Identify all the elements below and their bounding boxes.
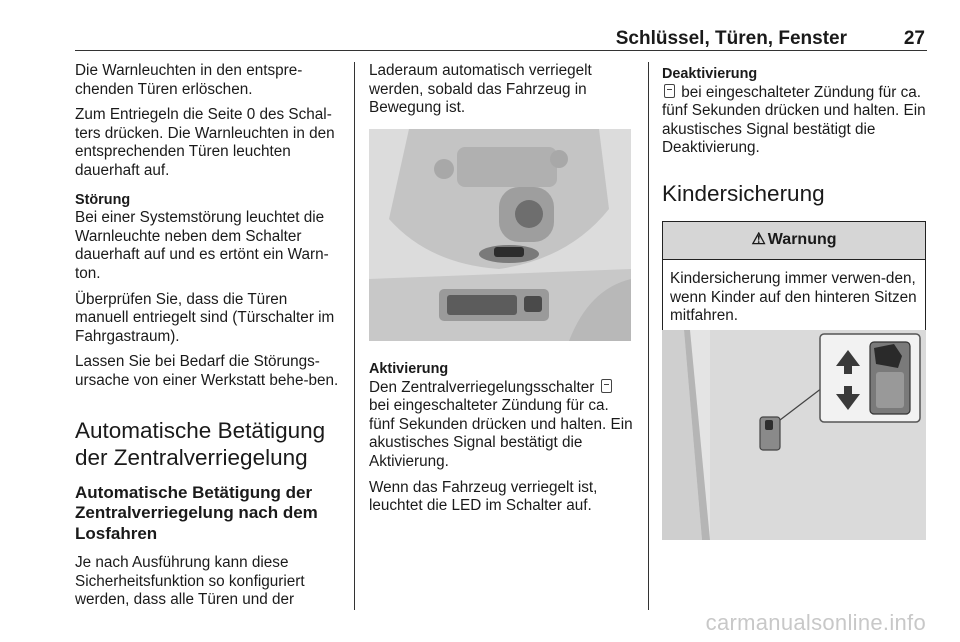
paragraph: Je nach Ausführung kann diese Sicherheitsfunktion so konfiguriert werden, dass alle Türen und der [75, 554, 305, 609]
text-span: bei eingeschalteter Zündung für ca. fünf Sekunden drücken und halten. Ein akustisches Signal bestätigt die Aktivierung. [369, 397, 633, 470]
lock-switch-icon [601, 379, 612, 393]
chapter-title: Schlüssel, Türen, Fenster [615, 28, 847, 49]
page-number: 27 [903, 28, 925, 49]
paragraph: Zum Entriegeln die Seite 0 des Schal-ters drücken. Die Warnleuchten in den entsprechenden Türen leuchten dauerhaft auf. [75, 106, 335, 179]
column-divider [648, 62, 649, 610]
text-span: bei eingeschalteter Zündung für ca. fünf Sekunden drücken und halten. Ein akustisches Signal bestätigt die Deaktivierung. [662, 83, 926, 157]
warning-triangle-icon: ⚠ [751, 231, 766, 249]
page-header [75, 20, 927, 51]
warning-label: Warnung [767, 231, 837, 249]
column-middle-lower [369, 360, 633, 523]
paragraph: Überprüfen Sie, dass die Türen manuell entriegelt sind (Türschalter im Fahrgastraum). [75, 290, 335, 345]
figure-child-lock [662, 330, 926, 540]
paragraph: Die Warnleuchten in den entspre-chenden Türen erlöschen. [75, 62, 303, 98]
text-span: Den Zentralverriegelungsschalter [369, 378, 595, 396]
figure-overhead-console [369, 129, 631, 341]
column-right [662, 62, 928, 339]
section-heading: Automatische Betätigung der Zentralverriegelung [75, 417, 326, 470]
subheading-aktivierung: Aktivierung [369, 361, 449, 377]
lock-switch-icon [664, 84, 675, 98]
column-middle [369, 62, 633, 125]
warning-header [663, 222, 925, 260]
column-divider [354, 62, 355, 610]
column-left [75, 62, 341, 617]
paragraph: Wenn das Fahrzeug verriegelt ist, leuchtet die LED im Schalter auf. [369, 478, 598, 515]
warning-box [662, 221, 926, 339]
paragraph: Lassen Sie bei Bedarf die Störungs-ursache von einer Werkstatt behe-ben. [75, 353, 339, 389]
paragraph: Laderaum automatisch verriegelt werden, sobald das Fahrzeug in Bewegung ist. [369, 62, 592, 117]
section-heading-kindersicherung: Kindersicherung [662, 180, 825, 206]
paragraph: Bei einer Systemstörung leuchtet die Warnleuchte neben dem Schalter dauerhaft auf und es ertönt ein Warn-ton. [75, 209, 329, 282]
warning-text: Kindersicherung immer verwen-den, wenn Kinder auf den hinteren Sitzen mitfahren. [670, 269, 917, 325]
subheading-stoerung: Störung [75, 191, 131, 208]
paragraph [369, 379, 633, 472]
paragraph [662, 84, 928, 158]
subsection-heading: Automatische Betätigung der Zentralverriegelung nach dem Losfahren [75, 482, 318, 543]
watermark: carmanualsonline.info [705, 610, 926, 635]
subheading-deaktivierung: Deaktivierung [662, 66, 758, 82]
